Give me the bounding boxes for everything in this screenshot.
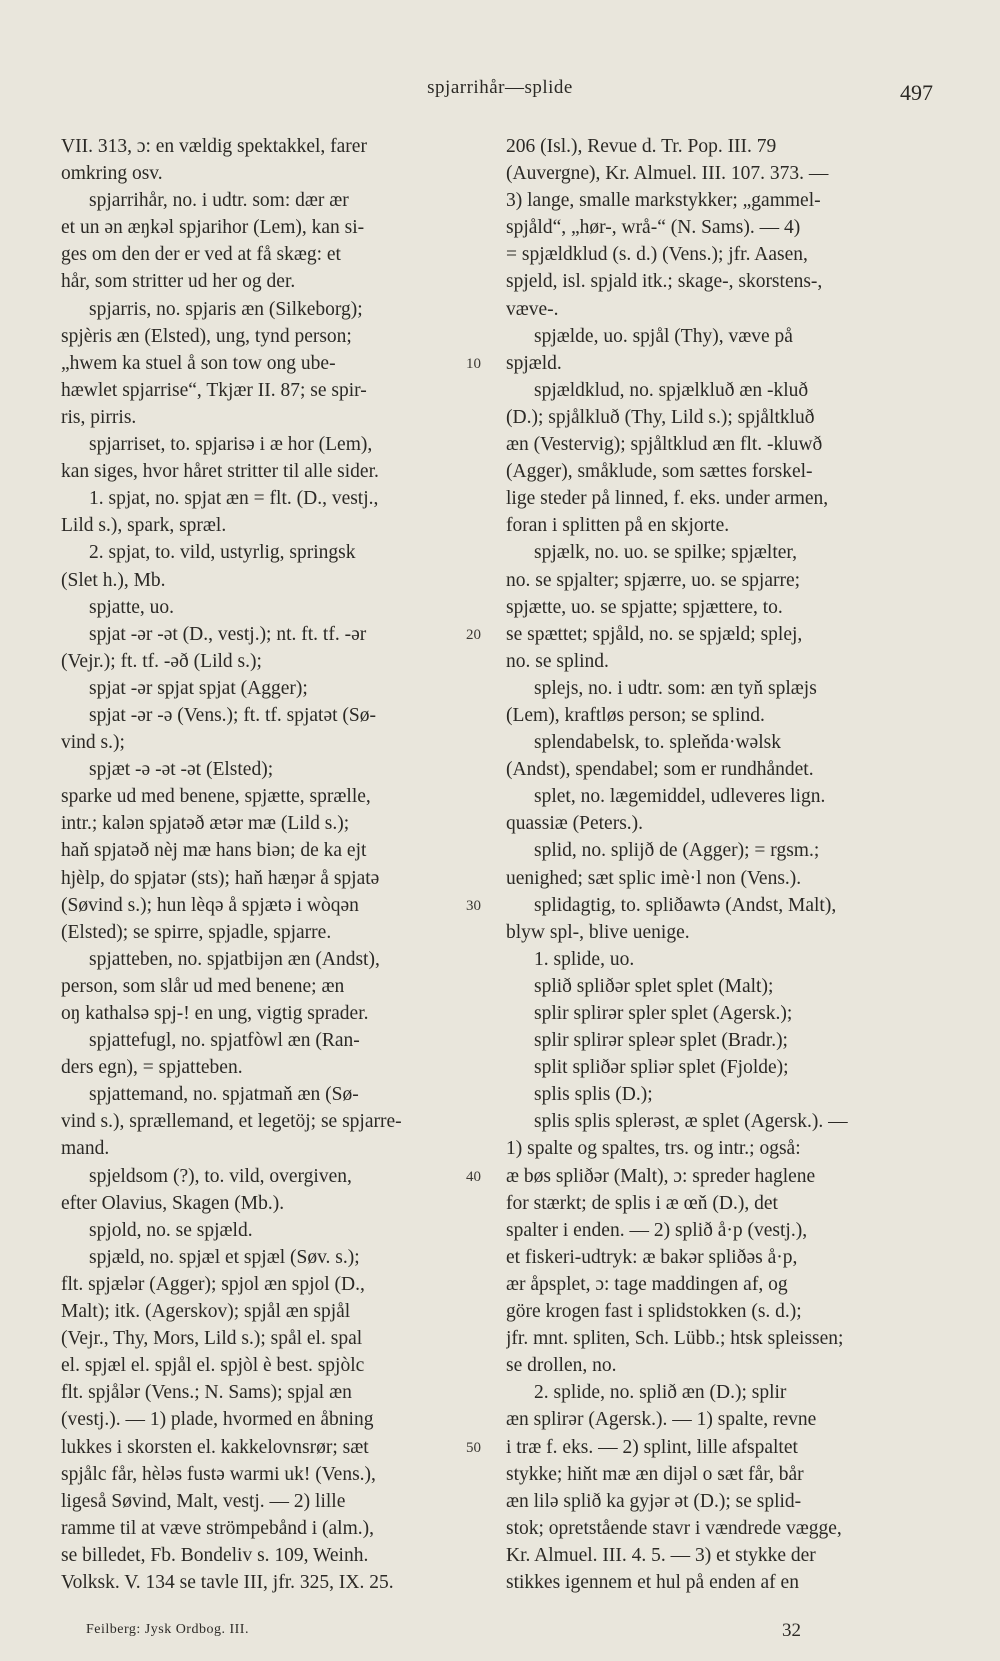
text-line: (Elsted); se spirre, spjadle, spjarre. (61, 921, 332, 943)
text-line: æn lilə splið ka gyjər ət (D.); se splid- (506, 1490, 802, 1512)
text-line: splidagtig, to. spliðawtə (Andst, Malt), (534, 894, 837, 916)
text-line: spjeld, isl. spjald itk.; skage-, skorstens-, (506, 271, 823, 293)
text-line: no. se spjalter; spjærre, uo. se spjarre; (506, 569, 801, 591)
text-line: splis splis splerəst, æ splet (Agersk.). — (534, 1111, 848, 1133)
text-line: spjålc får, hèləs fustə warmi uk! (Vens.), (61, 1463, 376, 1485)
text-line: Volksk. V. 134 se tavle III, jfr. 325, IX. 25. (61, 1571, 394, 1593)
text-line: ris, pirris. (61, 406, 137, 428)
text-line: VII. 313, ɔ: en vældig spektakkel, farer (61, 136, 367, 157)
text-line: se spættet; spjåld, no. se spjæld; splej, (506, 623, 803, 645)
printer-signature: Feilberg: Jysk Ordbog. III. (86, 1622, 249, 1637)
text-line: spjat -ər -ət (D., vestj.); nt. ft. tf. -ər (89, 623, 367, 645)
left-column (61, 133, 479, 1596)
text-line: et un ən æŋkəl spjarihor (Lem), kan si- (61, 217, 365, 239)
text-line: sparke ud med benene, spjætte, sprælle, (61, 786, 371, 808)
text-line: spjatteben, no. spjatbijən æn (Andst), (89, 948, 380, 970)
text-line: göre krogen fast i splidstokken (s. d.); (506, 1301, 802, 1323)
text-line: 206 (Isl.), Revue d. Tr. Pop. III. 79 (506, 136, 777, 157)
text-line: flt. spjælər (Agger); spjol æn spjol (D., (61, 1273, 365, 1295)
text-line: ges om den der er ved at få skæg: et (61, 244, 341, 266)
text-line: et fiskeri-udtryk: æ bakər spliðəs å·p, (506, 1246, 798, 1268)
line-number-30: 30 (466, 898, 481, 914)
text-line: se billedet, Fb. Bondeliv s. 109, Weinh. (61, 1544, 369, 1566)
line-number-10: 10 (466, 356, 481, 372)
text-line: mand. (61, 1138, 110, 1160)
text-line: æ bøs spliðər (Malt), ɔ: spreder haglene (506, 1165, 816, 1187)
text-line: 1. splide, uo. (534, 948, 635, 970)
text-line: haň spjatəð nèj mæ hans biən; de ka ejt (61, 840, 367, 862)
text-line: ramme til at væve strömpebånd i (alm.), (61, 1517, 374, 1539)
text-line: person, som slår ud med benene; æn (61, 975, 345, 997)
text-line: spjeldsom (?), to. vild, overgiven, (89, 1165, 352, 1187)
sheet-mark: 32 (782, 1620, 801, 1641)
text-line: spjold, no. se spjæld. (89, 1219, 253, 1241)
text-line: Lild s.), spark, spræl. (61, 515, 227, 537)
text-line: splejs, no. i udtr. som: æn tyň splæjs (534, 677, 817, 699)
text-line: jfr. mnt. spliten, Sch. Lübb.; htsk spleissen; (506, 1328, 844, 1350)
text-line: ligeså Søvind, Malt, vestj. — 2) lille (61, 1490, 346, 1512)
line-number-40: 40 (466, 1169, 481, 1185)
text-line: lukkes i skorsten el. kakkelovnsrør; sæt (61, 1436, 369, 1458)
line-number-20: 20 (466, 627, 481, 643)
text-line: spjælde, uo. spjål (Thy), væve på (534, 325, 793, 347)
text-line: spjåld“, „hør-, wrå-“ (N. Sams). — 4) (506, 217, 801, 239)
text-line: spalter i enden. — 2) splið å·p (vestj.), (506, 1219, 808, 1241)
text-line: lige steder på linned, f. eks. under armen, (506, 488, 829, 510)
text-line: Kr. Almuel. III. 4. 5. — 3) et stykke der (506, 1544, 816, 1566)
text-line: splir splirər splеər splet (Bradr.); (534, 1030, 788, 1052)
text-line: spjælk, no. uo. se spilke; spjælter, (534, 542, 798, 564)
text-line: for stærkt; de splis i æ œň (D.), det (506, 1192, 778, 1214)
text-line: intr.; kalən spjatəð ætər mæ (Lild s.); (61, 813, 350, 835)
text-line: 3) lange, smalle markstykker; „gammel- (506, 190, 821, 212)
text-line: el. spjæl el. spjål el. spjòl è best. spjòlc (61, 1355, 365, 1377)
text-line: stykke; hiňt mæ æn dijəl o sæt får, bår (506, 1463, 804, 1485)
text-line: oŋ kathalsə spj-! en ung, vigtig sprader. (61, 1003, 369, 1024)
text-line: splendabelsk, to. spleňda·wəlsk (534, 732, 781, 754)
text-line: hjèlp, do spjatər (sts); haň hæŋər å spjatə (61, 867, 380, 889)
text-line: vind s.); (61, 732, 125, 754)
line-number-50: 50 (466, 1440, 481, 1456)
text-line: vind s.), sprællemand, et legetöj; se spjarre- (61, 1111, 402, 1133)
text-line: uenighed; sæt splic imè·l non (Vens.). (506, 867, 802, 889)
text-line: æn (Vestervig); spjåltklud æn flt. -kluwð (506, 434, 823, 456)
text-line: spjattemand, no. spjatmaň æn (Sø- (89, 1084, 359, 1106)
text-line: spjæld, no. spjæl et spjæl (Søv. s.); (89, 1246, 360, 1268)
text-line: „hwem ka stuel å son tow ong ube- (61, 352, 336, 374)
text-line: stok; opretstående stavr i vændrede vægge, (506, 1517, 842, 1539)
text-line: splir splirər spler splet (Agersk.); (534, 1003, 793, 1024)
text-line: (Søvind s.); hun lèqə å spjætə i wòqən (61, 894, 359, 916)
text-line: stikkes igennem et hul på enden af en (506, 1571, 799, 1593)
text-line: ders egn), = spjatteben. (61, 1057, 243, 1079)
text-line: spjattefugl, no. spjatfòwl æn (Ran- (89, 1030, 360, 1052)
text-line: 2. spjat, to. vild, ustyrlig, springsk (89, 542, 356, 564)
text-line: (vestj.). — 1) plade, hvormed en åbning (61, 1409, 374, 1431)
text-line: foran i splitten på en skjorte. (506, 515, 730, 537)
text-line: (Agger), småklude, som sættes forskel- (506, 461, 813, 483)
text-line: spjat -ər spjat spjat (Agger); (89, 677, 308, 699)
text-line: 1) spalte og spaltes, trs. og intr.; også: (506, 1138, 801, 1160)
text-line: spjèris æn (Elsted), ung, tynd person; (61, 325, 352, 347)
text-line: splid, no. splijð de (Agger); = rgsm.; (534, 840, 820, 862)
text-line: Malt); itk. (Agerskov); spjål æn spjål (61, 1301, 351, 1323)
text-line: (Lem), kraftløs person; se splind. (506, 704, 765, 726)
text-line: (Vejr., Thy, Mors, Lild s.); spål el. spal (61, 1328, 363, 1350)
text-line: (Slet h.), Mb. (61, 569, 166, 591)
text-line: (Andst), spendabel; som er rundhåndet. (506, 759, 814, 781)
text-line: 1. spjat, no. spjat æn = flt. (D., vestj., (89, 488, 379, 510)
text-line: kan siges, hvor håret stritter til alle sider. (61, 461, 379, 483)
text-line: spjarris, no. spjaris æn (Silkeborg); (89, 298, 363, 320)
text-line: splet, no. lægemiddel, udleveres lign. (534, 786, 826, 808)
text-line: no. se splind. (506, 650, 609, 672)
text-line: ær åpsplet, ɔ: tage maddingen af, og (506, 1273, 788, 1295)
text-line: hår, som stritter ud her og der. (61, 271, 296, 293)
text-line: spjatte, uo. (89, 596, 175, 618)
running-head: spjarrihår—splide (427, 77, 573, 98)
text-line: splis splis (D.); (534, 1084, 653, 1106)
text-line: spjarriset, to. spjarisə i æ hor (Lem), (89, 434, 373, 456)
text-line: spjat -ər -ə (Vens.); ft. tf. spjatət (Sø- (89, 704, 376, 726)
text-line: spjældklud, no. spjælkluð æn -kluð (534, 379, 809, 401)
text-line: flt. spjålər (Vens.; N. Sams); spjal æn (61, 1382, 352, 1404)
text-line: 2. splide, no. splið æn (D.); splir (534, 1382, 787, 1404)
text-line: omkring osv. (61, 163, 163, 185)
text-line: (Auvergne), Kr. Almuel. III. 107. 373. — (506, 163, 829, 185)
right-column (506, 133, 938, 1596)
text-line: æn splirər (Agersk.). — 1) spalte, revne (506, 1409, 817, 1431)
text-line: (Vejr.); ft. tf. -əð (Lild s.); (61, 650, 262, 672)
text-line: se drollen, no. (506, 1355, 617, 1377)
text-line: spjæld. (506, 352, 562, 374)
text-line: spjæt -ə -ət -ət (Elsted); (89, 759, 274, 781)
text-line: hæwlet spjarrise“, Tkjær II. 87; se spir- (61, 379, 367, 401)
text-line: efter Olavius, Skagen (Mb.). (61, 1192, 285, 1214)
text-line: splið spliðər splet splet (Malt); (534, 975, 774, 997)
text-line: væve-. (506, 298, 559, 320)
text-line: = spjældklud (s. d.) (Vens.); jfr. Aasen, (506, 244, 808, 266)
text-line: split spliðər spliər splet (Fjolde); (534, 1057, 789, 1079)
page-number: 497 (900, 80, 933, 105)
text-line: spjætte, uo. se spjatte; spjættere, to. (506, 596, 783, 618)
text-line: quassiæ (Peters.). (506, 813, 644, 835)
text-line: (D.); spjålkluð (Thy, Lild s.); spjåltkluð (506, 406, 815, 428)
text-line: i træ f. eks. — 2) splint, lille afspaltet (506, 1436, 798, 1458)
text-line: blyw spl-, blive uenige. (506, 921, 690, 943)
text-line: spjarrihår, no. i udtr. som: dær ær (89, 190, 349, 212)
